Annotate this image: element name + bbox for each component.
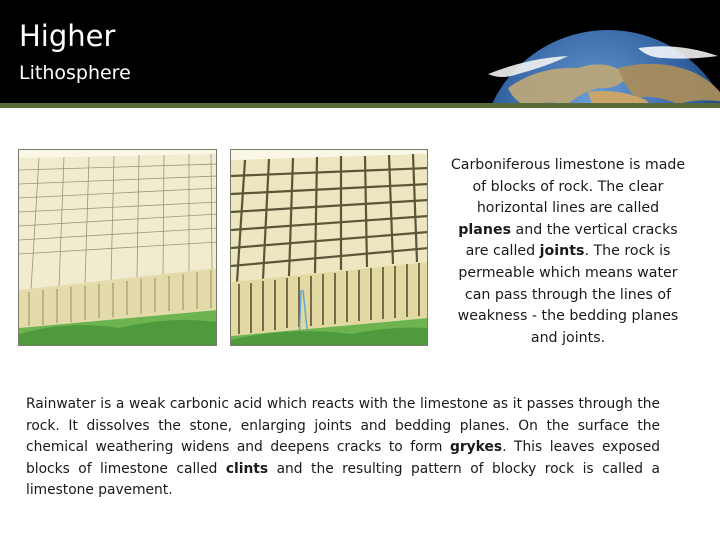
term-grykes: grykes <box>450 439 503 455</box>
term-clints: clints <box>225 460 269 477</box>
header-divider <box>0 103 720 108</box>
slide-subtitle: Lithosphere <box>19 62 131 84</box>
limestone-block-drawing <box>19 150 217 346</box>
term-joints: joints <box>539 243 585 260</box>
slide-title: Higher <box>19 19 116 53</box>
body-text-part2: . This leaves exposed blocks of limestone called <box>26 439 660 477</box>
limestone-pavement-illustration <box>230 149 428 346</box>
body-text-part1: Rainwater is a weak carbonic acid which reacts with the limestone as it passes through the rock. It dissolves the stone, enlarging joints and bedding planes. On the surface the chemical weathering widens and deepens cracks to form <box>26 396 660 455</box>
term-planes: planes <box>458 221 512 238</box>
header-bar <box>0 0 720 103</box>
side-text-part3: . The rock is permeable which means water can pass through the lines of weakness - the bedding planes and joints. <box>457 243 679 346</box>
weathering-description <box>26 394 660 502</box>
limestone-description <box>450 155 686 349</box>
limestone-pavement-drawing <box>231 150 428 346</box>
limestone-block-illustration <box>18 149 217 346</box>
earth-globe-image <box>468 28 720 103</box>
side-text-part2: and the vertical cracks are called <box>465 221 678 260</box>
body-text-part3: and the resulting pattern of blocky rock is called a limestone pavement. <box>26 460 660 498</box>
side-text-part1: Carboniferous limestone is made of blocks of rock. The clear horizontal lines are called <box>450 157 686 217</box>
